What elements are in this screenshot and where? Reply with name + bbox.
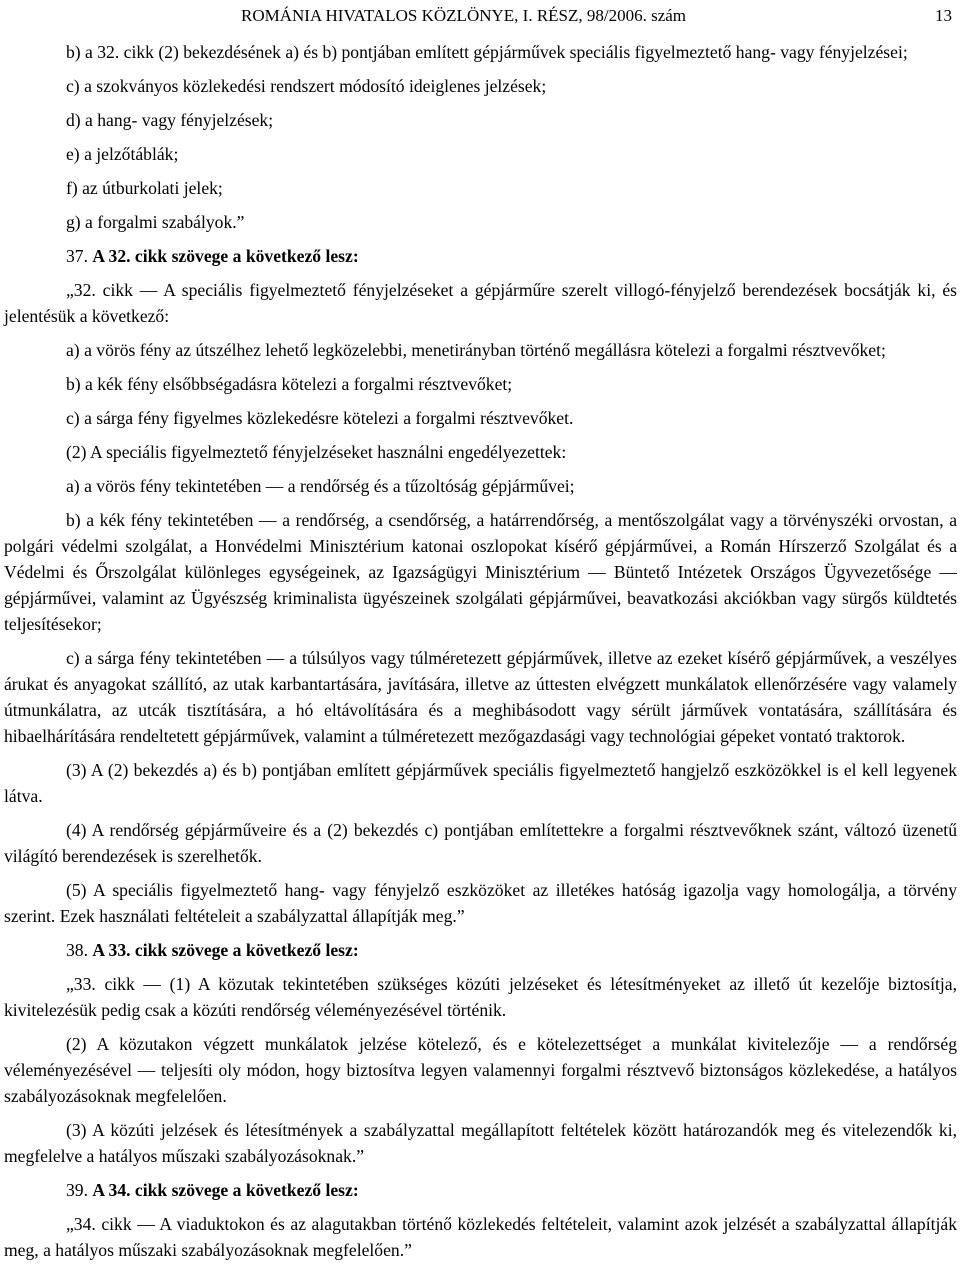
paragraph: „32. cikk — A speciális figyelmeztető fényjelzéseket a gépjárműre szerelt villogó-fényjelző berendezések bocsátják ki, és jelentésük a következő:: [4, 280, 957, 326]
paragraph: (3) A közúti jelzések és létesítmények a szabályzattal megállapított feltételek között határozandók meg és vitelezendők ki, megfelelve a hatályos műszaki szabályozásoknak.”: [4, 1120, 957, 1166]
paragraph: „33. cikk — (1) A közutak tekintetében szükséges közúti jelzéseket és létesítményeket az illető út kezelője biztosítja, kivitelezésük pedig csak a közúti rendőrség véleményezésével történik.: [4, 974, 957, 1020]
paragraph: d) a hang- vagy fényjelzések;: [66, 110, 274, 130]
paragraph: (2) A speciális figyelmeztető fényjelzéseket használni engedélyezettek:: [66, 442, 567, 462]
page-number: 13: [935, 6, 952, 25]
amendment-number: 39.: [66, 1180, 93, 1200]
amendment-title: A 34. cikk szövege a következő lesz:: [92, 1180, 359, 1200]
amendment-title: A 32. cikk szövege a következő lesz:: [92, 246, 359, 266]
amendment-heading: [4, 1177, 957, 1203]
paragraph: f) az útburkolati jelek;: [66, 178, 223, 198]
amendment-number: 37.: [66, 246, 93, 266]
amendment-heading: [4, 243, 957, 269]
paragraph: (4) A rendőrség gépjárműveire és a (2) bekezdés c) pontjában említettekre a forgalmi résztvevőknek szánt, változó üzenetű világító berendezések is szerelhetők.: [4, 820, 957, 866]
paragraph: (2) A közutakon végzett munkálatok jelzése kötelező, és e kötelezettséget a munkálat kivitelezője — a rendőrség véleményezésével — teljesíti oly módon, hogy biztosítva legyen valamennyi forgalmi résztvevő biztonságos közlekedése, a hatályos szabályozásoknak megfelelően.: [4, 1034, 957, 1106]
paragraph: (5) A speciális figyelmeztető hang- vagy fényjelző eszközöket az illetékes hatóság igazolja vagy homologálja, a törvény szerint. Ezek használati feltételeit a szabályzattal állapítják meg.”: [4, 880, 957, 926]
paragraph: c) a sárga fény figyelmes közlekedésre kötelezi a forgalmi résztvevőket.: [66, 408, 574, 428]
document-body: [4, 39, 957, 1271]
gazette-title: ROMÁNIA HIVATALOS KÖZLÖNYE, I. RÉSZ, 98/2006. szám: [241, 6, 687, 25]
paragraph: c) a sárga fény tekintetében — a túlsúlyos vagy túlméretezett gépjárművek, illetve az ezeket kísérő gépjárművek, a veszélyes árukat és anyagokat szállító, az utak karbantartására, javítására, illetve az úttesten elvégzett munkálatok ellenőrzésére vagy valamely útmunkálatra, az utcák tisztítására, a hó eltávolítására és a meghibásodott vagy sérült járművek vontatására, szállítására és hibaelhárítására rendeltetett gépjárművek, valamint a túlméretezett mezőgazdasági vagy technológiai gépeket vontató traktorok.: [4, 648, 957, 746]
paragraph: „34. cikk — A viaduktokon és az alagutakban történő közlekedés feltételeit, valamint azok jelzését a szabályzattal állapítják meg, a hatályos műszaki szabályozásoknak megfelelően.”: [4, 1214, 957, 1260]
paragraph: e) a jelzőtáblák;: [66, 144, 179, 164]
paragraph: c) a szokványos közlekedési rendszert módosító ideiglenes jelzések;: [66, 76, 547, 96]
paragraph: a) a vörös fény tekintetében — a rendőrség és a tűzoltóság gépjárművei;: [66, 476, 575, 496]
paragraph: a) a vörös fény az útszélhez lehető legközelebbi, menetirányban történő megállásra kötelezi a forgalmi résztvevőket;: [66, 340, 886, 360]
amendment-title: A 33. cikk szövege a következő lesz:: [92, 940, 359, 960]
amendment-number: 38.: [66, 940, 93, 960]
page-header: [0, 6, 960, 30]
paragraph: b) a kék fény tekintetében — a rendőrség, a csendőrség, a határrendőrség, a mentőszolgálat vagy a törvényszéki orvostan, a polgári védelmi szolgálat, a Honvédelmi Minisztérium katonai oszlopokat kísérő gépjárművei, a Román Hírszerző Szolgálat és a Védelmi és Őrszolgálat különleges egységeinek, az Igazságügyi Minisztérium — Büntető Intézetek Országos Ügyvezetősége — gépjárművei, valamint az Ügyészség kriminalista ügyészeinek szolgálati gépjárművei, beavatkozási akciókban vagy sürgős küldtetés teljesítésekor;: [4, 510, 957, 634]
paragraph: b) a 32. cikk (2) bekezdésének a) és b) pontjában említett gépjárművek speciális figyelmeztető hang- vagy fényjelzései;: [66, 42, 908, 62]
amendment-heading: [4, 937, 957, 963]
paragraph: g) a forgalmi szabályok.”: [66, 212, 245, 232]
paragraph: b) a kék fény elsőbbségadásra kötelezi a forgalmi résztvevőket;: [66, 374, 513, 394]
paragraph: (3) A (2) bekezdés a) és b) pontjában említett gépjárművek speciális figyelmeztető hangjelző eszközökkel is el kell legyenek látva.: [4, 760, 957, 806]
